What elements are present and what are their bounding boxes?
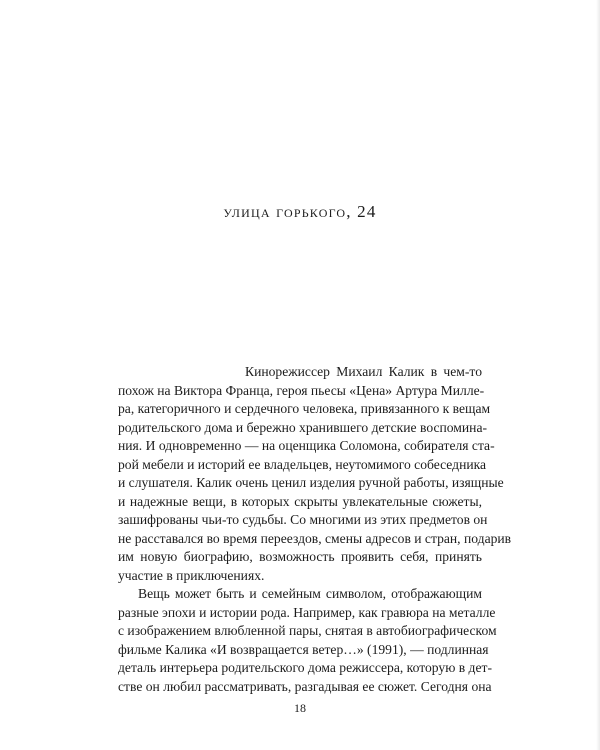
text-line: с изображением влюбленной пары, снятая в автобиографическом xyxy=(118,623,497,638)
text-line: рой мебели и историй ее владельцев, неутомимого собеседника xyxy=(118,456,487,472)
page-number: 18 xyxy=(294,701,306,715)
text-line: похож на Виктора Франца, героя пьесы «Цена» Артура Милле- xyxy=(118,382,485,398)
chapter-title: улица горького, 24 xyxy=(223,202,377,221)
text-line: и слушателя. Калик очень ценил изделия ручной работы, изящные xyxy=(118,475,504,490)
page-edge-shadow xyxy=(596,0,600,750)
text-line: Вещь может быть и семейным символом, отображающим xyxy=(138,586,482,601)
paragraph-2 xyxy=(118,585,497,696)
text-line: стве он любил рассматривать, разгадывая ее сюжет. Сегодня она xyxy=(118,678,492,694)
text-line: ния. И одновременно — на оценщика Соломона, собирателя ста- xyxy=(118,438,495,453)
text-line: деталь интерьера родительского дома режиссера, которую в дет- xyxy=(118,660,492,675)
text-line: не расставался во время переездов, смены адресов и стран, подарив xyxy=(118,530,512,546)
text-line: им новую биографию, возможность проявить себя, принять xyxy=(118,549,482,564)
text-line: Кинорежиссер Михаил Калик в чем-то xyxy=(245,364,482,379)
text-line: участие в приключениях. xyxy=(118,567,265,583)
text-line: и надежные вещи, в которых скрыты увлекательные сюжеты, xyxy=(118,493,482,509)
text-line: зашифрованы чьи-то судьбы. Со многими из этих предметов он xyxy=(118,512,488,527)
body-text xyxy=(118,363,512,696)
text-line: разные эпохи и истории рода. Например, как гравюра на металле xyxy=(118,604,496,620)
text-line: ра, категоричного и сердечного человека, привязанного к вещам xyxy=(118,401,491,416)
paragraph-1 xyxy=(118,363,512,585)
text-line: родительского дома и бережно хранившего детские воспомина- xyxy=(118,419,488,435)
text-line: фильме Калика «И возвращается ветер…» (1991), — подлинная xyxy=(118,641,489,657)
